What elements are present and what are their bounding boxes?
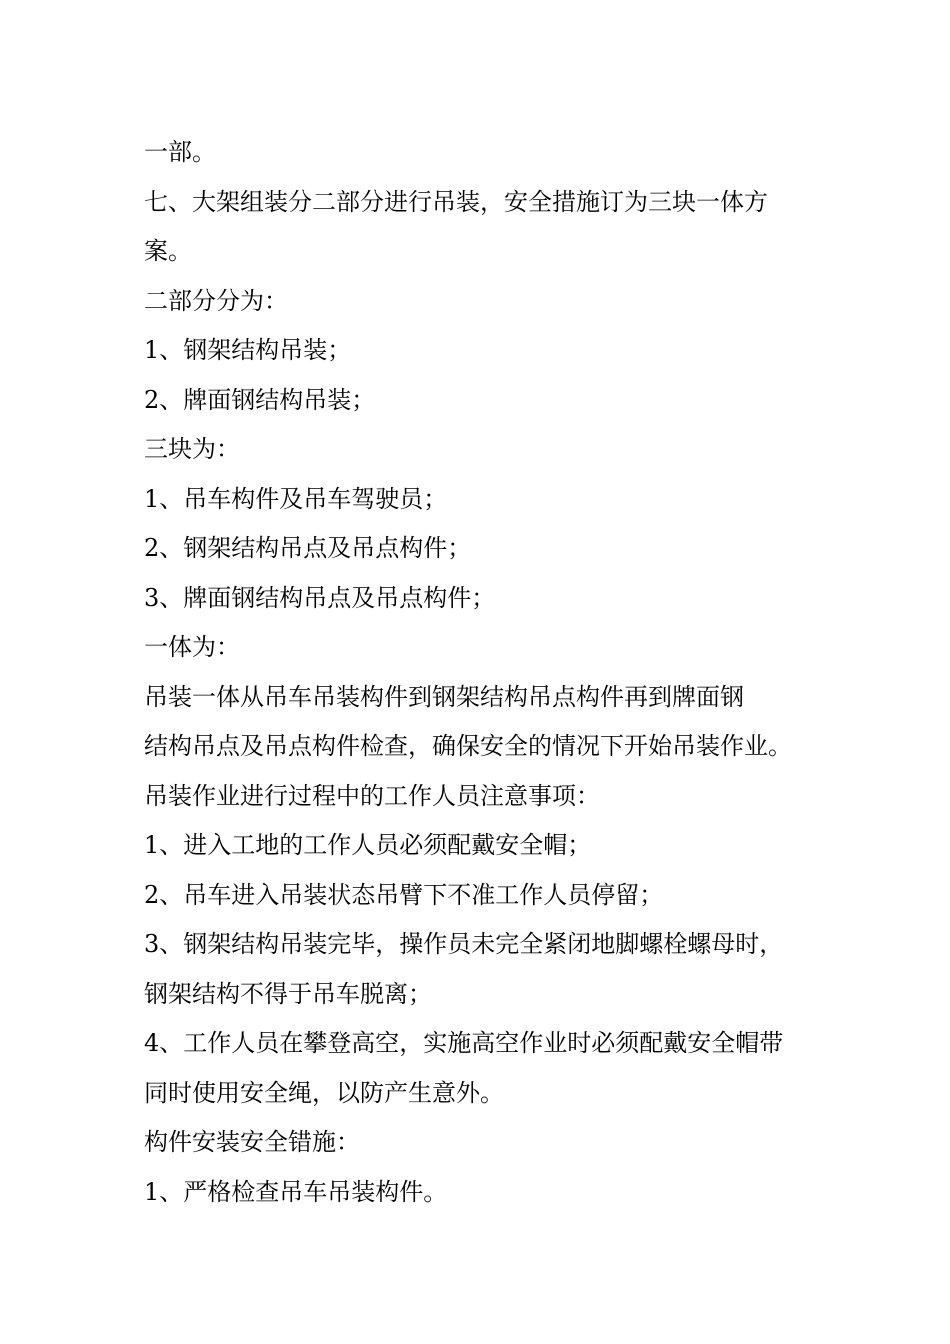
text-line: 吊装一体从吊车吊装构件到钢架结构吊点构件再到牌面钢 [144,682,744,711]
text-line: 2、吊车进入吊装状态吊臂下不准工作人员停留； [144,880,664,909]
text-line: 结构吊点及吊点构件检查，确保安全的情况下开始吊装作业。 [144,732,792,760]
text-line: 同时使用安全绳，以防产生意外。 [144,1078,504,1107]
text-line: 构件安装安全错施： [144,1128,360,1156]
text-line: 3、钢架结构吊装完毕，操作员未完全紧闭地脚螺栓螺母时， [144,930,784,958]
text-line: 一部。 [144,138,216,166]
text-line: 1、严格检查吊车吊装构件。 [144,1177,448,1206]
text-line: 一体为： [144,633,240,661]
text-line: 二部分分为： [144,286,288,315]
text-line: 4、工作人员在攀登高空，实施高空作业时必须配戴安全帽带 [144,1029,784,1057]
text-line: 案。 [144,237,192,265]
text-line: 吊装作业进行过程中的工作人员注意事项： [144,781,600,810]
text-line: 2、牌面钢结构吊装； [144,385,376,414]
text-line: 七、大架组装分二部分进行吊装，安全措施订为三块一体方 [144,187,768,216]
text-line: 3、牌面钢结构吊点及吊点构件； [144,583,496,612]
text-line: 三块为： [144,435,240,463]
text-line: 钢架结构不得于吊车脱离； [144,979,432,1008]
text-line: 1、吊车构件及吊车驾驶员； [144,484,448,513]
text-line: 1、钢架结构吊装； [144,336,352,364]
document-body [144,128,824,1217]
text-line: 2、钢架结构吊点及吊点构件； [144,534,472,562]
text-line: 1、进入工地的工作人员必须配戴安全帽； [144,831,592,859]
